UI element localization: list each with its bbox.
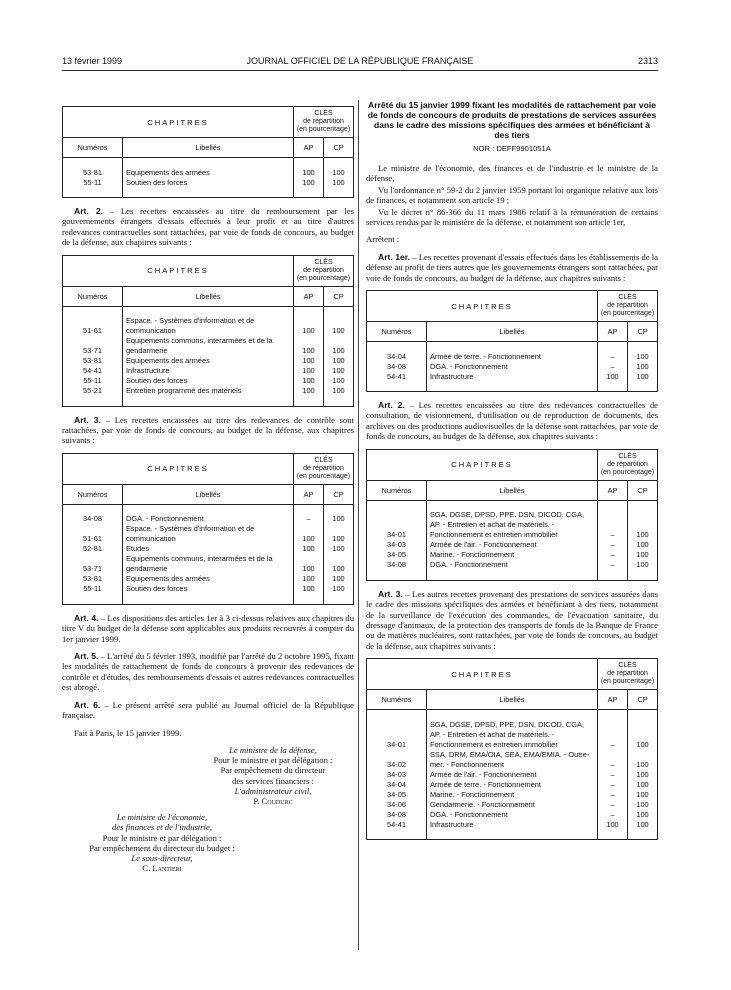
cp-value: 100 — [324, 574, 354, 584]
article-label: Art. 3. — [74, 414, 101, 425]
cp-value: 100 — [628, 790, 658, 800]
header-chapitres: CHAPITRES — [63, 453, 294, 484]
chapter-number: 54-41 — [63, 366, 123, 376]
header-chapitres: CHAPITRES — [63, 107, 294, 138]
chapter-label: DGA. - Fonctionnement — [427, 560, 598, 570]
chapter-number: 54-41 — [367, 820, 427, 830]
ap-value: – — [598, 810, 628, 820]
header-libelles: Libellés — [427, 322, 598, 342]
chapter-label: DGA. - Fonctionnement — [427, 362, 598, 372]
header-cles — [598, 659, 658, 690]
ap-value: 100 — [294, 316, 324, 336]
table-row — [63, 544, 354, 554]
ap-value: 100 — [598, 372, 628, 382]
article-label: Art. 2. — [74, 206, 103, 216]
ap-value: 100 — [294, 178, 324, 188]
ap-value: 100 — [294, 524, 324, 544]
table-row — [367, 800, 658, 810]
article-2-left — [62, 206, 354, 248]
cp-value: 100 — [628, 560, 658, 570]
header-cp: CP — [324, 138, 354, 158]
chapter-number: 53-71 — [63, 554, 123, 574]
table-row — [63, 336, 354, 356]
chapter-label: Entretien programmé des matériels — [123, 386, 294, 396]
chapter-label: SGA, DGSE, DPSD, PPE, DSN, DICOD, CGA, AP. - Entretien et achat de matériels. - Fonctionnement et entretien immobilier — [427, 720, 598, 750]
header-cles-line: de répartition — [303, 464, 344, 472]
header-cles-line: CLÉS — [314, 456, 333, 464]
header-cles-line: (en pourcentage) — [296, 274, 351, 282]
chapter-label: Equipements des armées — [123, 356, 294, 366]
header-libelles: Libellés — [427, 480, 598, 500]
chapter-label: Equipements des armées — [123, 168, 294, 178]
header-cles-line: CLÉS — [314, 110, 333, 117]
table-row — [367, 372, 658, 382]
signature-economie — [62, 812, 262, 873]
header-cles-line: (en pourcentage) — [600, 468, 655, 476]
ap-value: 100 — [294, 356, 324, 366]
header-libelles: Libellés — [123, 138, 294, 158]
table-row — [367, 550, 658, 560]
chapter-label: Gendarmerie. - Fonctionnement — [427, 800, 598, 810]
chapter-number: 34-05 — [367, 550, 427, 560]
header-libelles: Libellés — [427, 690, 598, 710]
chapter-number: 51-61 — [63, 524, 123, 544]
ap-value: – — [598, 800, 628, 810]
header-numeros: Numéros — [63, 138, 123, 158]
chapter-table — [366, 658, 658, 840]
article-label: Art. 4. — [74, 612, 99, 623]
ap-value: 100 — [294, 574, 324, 584]
cp-value: 100 — [628, 800, 658, 810]
chapter-label: Equipements communs, interarmées et de la gendarmerie — [123, 554, 294, 574]
header-chapitres: CHAPITRES — [367, 449, 598, 480]
header-date: 13 février 1999 — [62, 56, 123, 66]
chapter-table — [62, 255, 354, 407]
chapter-label: Equipements communs, interarmées et de la gendarmerie — [123, 336, 294, 356]
chapter-number: 53-71 — [63, 336, 123, 356]
article-text: – Les recettes provenant d'essais effectués dans les établissements de la défense au profit de tiers autres que les gouvernements étrangers sont rattachées, par voie de fonds de concours, au budget de la défense, aux chapitres suivants : — [366, 251, 658, 283]
article-text: – Le présent arrêté sera publié au Journal officiel de la République française. — [62, 699, 354, 721]
article-label: Art. 3. — [378, 588, 403, 599]
signature-line: Par empêchement du directeur — [220, 765, 326, 776]
header-numeros: Numéros — [367, 690, 427, 710]
cp-value: 100 — [324, 524, 354, 544]
chapter-number: 55-21 — [63, 386, 123, 396]
chapter-number: 34-08 — [63, 514, 123, 524]
article-text: – L'arrêté du 5 février 1993, modifié par l'arrêté du 2 octobre 1995, fixant les modalités de rattachement de fonds de concours à provenir des redevances de contrôle et d'études, des remboursements d'essais et autres redevances contractuelles est abrogé. — [62, 651, 355, 693]
header-chapitres: CHAPITRES — [63, 255, 294, 286]
cp-value: 100 — [628, 720, 658, 750]
header-cp: CP — [324, 286, 354, 306]
chapter-label: Soutien des forces — [123, 376, 294, 386]
table-row — [63, 524, 354, 544]
cp-value: 100 — [324, 386, 354, 396]
cp-value: 100 — [628, 372, 658, 382]
ap-value: – — [598, 750, 628, 770]
ap-value: – — [598, 780, 628, 790]
article-1-right — [366, 252, 658, 283]
cp-value: 100 — [628, 550, 658, 560]
header-libelles: Libellés — [123, 484, 294, 504]
cp-value: 100 — [324, 584, 354, 594]
ap-value: – — [598, 790, 628, 800]
cp-value: 100 — [324, 168, 354, 178]
header-ap: AP — [294, 484, 324, 504]
header-cp: CP — [628, 690, 658, 710]
table-row — [367, 820, 658, 830]
decree-title: Arrêté du 15 janvier 1999 fixant les modalités de rattachement par voie de fonds de concours de produits de prestations de services assurées dans le cadre des missions spécifiques des armées et bénéficiant à des tiers — [367, 100, 657, 140]
chapter-label: Marine. - Fonctionnement — [427, 790, 598, 800]
table-row — [63, 554, 354, 574]
cp-value: 100 — [324, 336, 354, 356]
table-row — [63, 514, 354, 524]
header-cles-line: CLÉS — [618, 662, 637, 670]
table-row — [63, 178, 354, 188]
ap-value: – — [598, 560, 628, 570]
intro-vu-ordonnance: Vu l'ordonnance n° 59-2 du 2 janvier 1959 portant loi organique relative aux lois de finances, et notamment son article 19 ; — [366, 184, 658, 206]
left-column — [62, 100, 354, 873]
header-ap: AP — [294, 138, 324, 158]
chapter-number: 53-81 — [63, 356, 123, 366]
cp-value: 100 — [628, 810, 658, 820]
table-row — [63, 356, 354, 366]
header-numeros: Numéros — [63, 286, 123, 306]
signature-line: Par empêchement du directeur du budget : — [89, 842, 235, 853]
ap-value: – — [294, 514, 324, 524]
chapter-number: 34-08 — [367, 810, 427, 820]
ap-value: – — [598, 540, 628, 550]
signature-line: Le ministre de la défense, — [229, 744, 317, 755]
table-row — [367, 780, 658, 790]
signature-line: L'administrateur civil, — [234, 785, 312, 796]
article-text: – Les recettes encaissées au titre des redevances de contrôle sont rattachées, par voie de fonds de concours, au budget de la défense, aux chapitres suivants : — [62, 414, 354, 446]
cp-value: 100 — [324, 316, 354, 336]
ap-value: 100 — [294, 386, 324, 396]
chapter-number: 34-03 — [367, 540, 427, 550]
header-cp: CP — [628, 322, 658, 342]
ap-value: 100 — [294, 168, 324, 178]
nor-reference: NOR : DEFF9901051A — [473, 144, 551, 153]
chapter-label: Espace. - Systèmes d'information et de communication — [123, 316, 294, 336]
table-row — [367, 540, 658, 550]
ap-value: – — [598, 550, 628, 560]
cp-value: 100 — [324, 544, 354, 554]
article-text: – Les dispositions des articles 1er à 3 ci-dessus relatives aux chapitres du titre V du budget de la défense sont applicables aux produits recouvrés à compter du 1er janvier 1999. — [62, 612, 354, 644]
chapter-label: Armée de l'air. - Fonctionnement — [427, 540, 598, 550]
header-rule — [62, 70, 658, 71]
table-row — [63, 366, 354, 376]
header-ap: AP — [598, 690, 628, 710]
header-cp: CP — [324, 484, 354, 504]
table-row — [367, 790, 658, 800]
header-cles-line: (en pourcentage) — [296, 126, 351, 133]
cp-value: 100 — [324, 356, 354, 366]
chapter-label: Espace. - Systèmes d'information et de communication — [123, 524, 294, 544]
signature-name: P. Coudurc — [253, 795, 293, 806]
header-cles-line: de répartition — [607, 670, 648, 678]
table-row — [367, 810, 658, 820]
chapter-label: Infrastructure — [427, 820, 598, 830]
chapter-number: 34-05 — [367, 790, 427, 800]
ap-value: – — [598, 352, 628, 362]
ap-value: – — [598, 770, 628, 780]
chapter-label: Infrastructure — [123, 366, 294, 376]
signature-line: Le ministre de l'économie, — [116, 812, 208, 823]
chapter-number: 34-02 — [367, 750, 427, 770]
header-cles-line: (en pourcentage) — [296, 472, 351, 480]
arretent: Arrêtent : — [366, 234, 400, 245]
cp-value: 100 — [324, 376, 354, 386]
chapter-label: SGA, DGSE, DPSD, PPE, DSN, DICOD, CGA, AP. - Entretien et achat de matériels. - Fonctionnement et entretien immobilier — [427, 510, 598, 540]
chapter-table — [62, 453, 354, 605]
ap-value: 100 — [294, 584, 324, 594]
cp-value: 100 — [628, 540, 658, 550]
header-libelles: Libellés — [123, 286, 294, 306]
chapter-number: 34-03 — [367, 770, 427, 780]
table-row — [367, 352, 658, 362]
ap-value: – — [598, 510, 628, 540]
cp-value: 100 — [324, 178, 354, 188]
table-row — [367, 362, 658, 372]
header-chapitres: CHAPITRES — [367, 291, 598, 322]
table-row — [63, 316, 354, 336]
header-cles-line: (en pourcentage) — [600, 678, 655, 686]
header-cles-line: CLÉS — [314, 258, 333, 266]
cp-value: 100 — [324, 514, 354, 524]
cp-value: 100 — [628, 770, 658, 780]
header-numeros: Numéros — [367, 480, 427, 500]
article-3-right — [366, 589, 658, 651]
chapter-number: 51-61 — [63, 316, 123, 336]
header-cles-line: de répartition — [607, 460, 648, 468]
chapter-label: Soutien des forces — [123, 178, 294, 188]
header-page-number: 2313 — [637, 56, 658, 66]
header-cles — [598, 291, 658, 322]
table-row — [367, 510, 658, 540]
chapter-label: Armée de terre. - Fonctionnement — [427, 780, 598, 790]
table-row — [63, 386, 354, 396]
header-cles-line: CLÉS — [618, 294, 637, 302]
chapter-label: Marine. - Fonctionnement — [427, 550, 598, 560]
article-label: Art. 6. — [74, 699, 101, 710]
chapter-number: 53-81 — [63, 168, 123, 178]
fait-a-paris: Fait à Paris, le 15 janvier 1999. — [74, 727, 182, 738]
header-cles-line: CLÉS — [618, 452, 637, 460]
chapter-table — [62, 106, 354, 198]
chapter-number: 54-41 — [367, 372, 427, 382]
header-cles-line: de répartition — [303, 266, 344, 274]
article-4 — [62, 613, 354, 644]
ap-value: 100 — [294, 554, 324, 574]
signature-line: des finances et de l'industrie, — [112, 822, 212, 833]
signature-name: C. Lantieri — [142, 863, 182, 874]
chapter-number: 34-08 — [367, 560, 427, 570]
chapter-number: 53-81 — [63, 574, 123, 584]
header-cp: CP — [628, 480, 658, 500]
chapter-label: DGA. - Fonctionnement — [123, 514, 294, 524]
chapter-number: 34-04 — [367, 352, 427, 362]
header-ap: AP — [598, 322, 628, 342]
ap-value: 100 — [294, 336, 324, 356]
cp-value: 100 — [628, 362, 658, 372]
table-row — [63, 574, 354, 584]
article-6 — [62, 700, 354, 721]
table-row — [63, 376, 354, 386]
header-cles — [294, 107, 354, 138]
ap-value: – — [598, 362, 628, 372]
chapter-label: Infrastructure — [427, 372, 598, 382]
column-separator — [358, 100, 359, 950]
chapter-number: 55-11 — [63, 584, 123, 594]
cp-value: 100 — [628, 780, 658, 790]
intro-vu-decret: Vu le décret n° 86-366 du 11 mars 1986 relatif à la rémunération de certains services rendus par le ministère de la défense, et notamment son article 1er, — [366, 206, 658, 228]
article-5 — [62, 651, 354, 693]
chapter-number: 52-81 — [63, 544, 123, 554]
article-2-right — [366, 400, 658, 442]
header-numeros: Numéros — [367, 322, 427, 342]
signature-line: Le sous-directeur, — [131, 852, 193, 863]
chapter-label: Soutien des forces — [123, 584, 294, 594]
header-numeros: Numéros — [63, 484, 123, 504]
cp-value: 100 — [628, 750, 658, 770]
article-label: Art. 2. — [378, 400, 405, 411]
table-row — [367, 750, 658, 770]
chapter-label: Etudes — [123, 544, 294, 554]
table-row — [367, 770, 658, 780]
header-cles — [294, 453, 354, 484]
header-chapitres: CHAPITRES — [367, 659, 598, 690]
chapter-label: Armée de terre. - Fonctionnement — [427, 352, 598, 362]
chapter-label: Equipements des armées — [123, 574, 294, 584]
header-cles-line: (en pourcentage) — [600, 310, 655, 318]
chapter-number: 55-11 — [63, 376, 123, 386]
header-cles — [598, 449, 658, 480]
chapter-number: 34-04 — [367, 780, 427, 790]
signature-line: Pour le ministre et par délégation : — [102, 832, 222, 843]
header-cles — [294, 255, 354, 286]
table-row — [63, 584, 354, 594]
article-text: – Les recettes encaissées au titre des redevances contractuelles de consultation, de visionnement, d'utilisation ou de reproduction de documents, des archives ou des productions audiovisuelles de la défense sont rattachées, par voie de fonds de concours, au budget de la défense, aux chapitres suivants : — [366, 400, 658, 442]
chapter-label: SSA, DRM, EMA/OIA, SEA, EMA/EMIA. - Outre-mer. - Fonctionnement — [427, 750, 598, 770]
ap-value: 100 — [294, 544, 324, 554]
table-row — [63, 168, 354, 178]
chapter-table — [366, 449, 658, 581]
signature-line: Pour le ministre et par délégation : — [213, 755, 333, 766]
header-cles-line: de répartition — [607, 302, 648, 310]
article-label: Art. 1er. — [378, 251, 411, 262]
article-label: Art. 5. — [74, 651, 99, 662]
chapter-number: 55-11 — [63, 178, 123, 188]
chapter-number: 34-01 — [367, 510, 427, 540]
chapter-number: 34-01 — [367, 720, 427, 750]
chapter-number: 34-08 — [367, 362, 427, 372]
article-text: – Les autres recettes provenant des prestations de services assurées dans le cadre des missions spécifiques des armées et bénéficiant à des tiers, notamment de la surveillance de l'exécution des commandes, de l'évacuation sanitaire, du dressage d'animaux, de la protection des transports de fonds de la Banque de France ou de matières nucléaires, sont rattachées, par voie de fonds de concours, au budget de la défense, aux chapitres suivants : — [366, 588, 659, 651]
ap-value: 100 — [294, 366, 324, 376]
chapter-label: DGA. - Fonctionnement — [427, 810, 598, 820]
ap-value: 100 — [294, 376, 324, 386]
intro-ministers: Le ministre de l'économie, des finances et de l'industrie et le ministre de la défense, — [366, 163, 658, 184]
table-row — [367, 720, 658, 750]
cp-value: 100 — [628, 510, 658, 540]
header-cles-line: de répartition — [303, 118, 344, 125]
chapter-label: Armée de l'air. - Fonctionnement — [427, 770, 598, 780]
signature-defense — [192, 745, 354, 806]
ap-value: 100 — [598, 820, 628, 830]
page-header — [62, 56, 658, 70]
cp-value: 100 — [324, 366, 354, 376]
header-ap: AP — [294, 286, 324, 306]
signature-line: des services financiers : — [232, 775, 314, 786]
header-ap: AP — [598, 480, 628, 500]
header-journal-title: JOURNAL OFFICIEL DE LA RÉPUBLIQUE FRANÇAISE — [246, 56, 474, 66]
table-row — [367, 560, 658, 570]
cp-value: 100 — [628, 820, 658, 830]
chapter-table — [366, 290, 658, 392]
cp-value: 100 — [324, 554, 354, 574]
article-text: – Les recettes encaissées au titre du remboursement par les gouvernements étrangers d'essais effectués à leur profit et au titre d'autres redevances contractuelles sont rattachées, par voie de fonds de concours, au budget de la défense, aux chapitres suivants : — [62, 206, 354, 248]
ap-value: – — [598, 720, 628, 750]
article-3-left — [62, 415, 354, 446]
right-column — [366, 100, 658, 848]
chapter-number: 34-06 — [367, 800, 427, 810]
cp-value: 100 — [628, 352, 658, 362]
